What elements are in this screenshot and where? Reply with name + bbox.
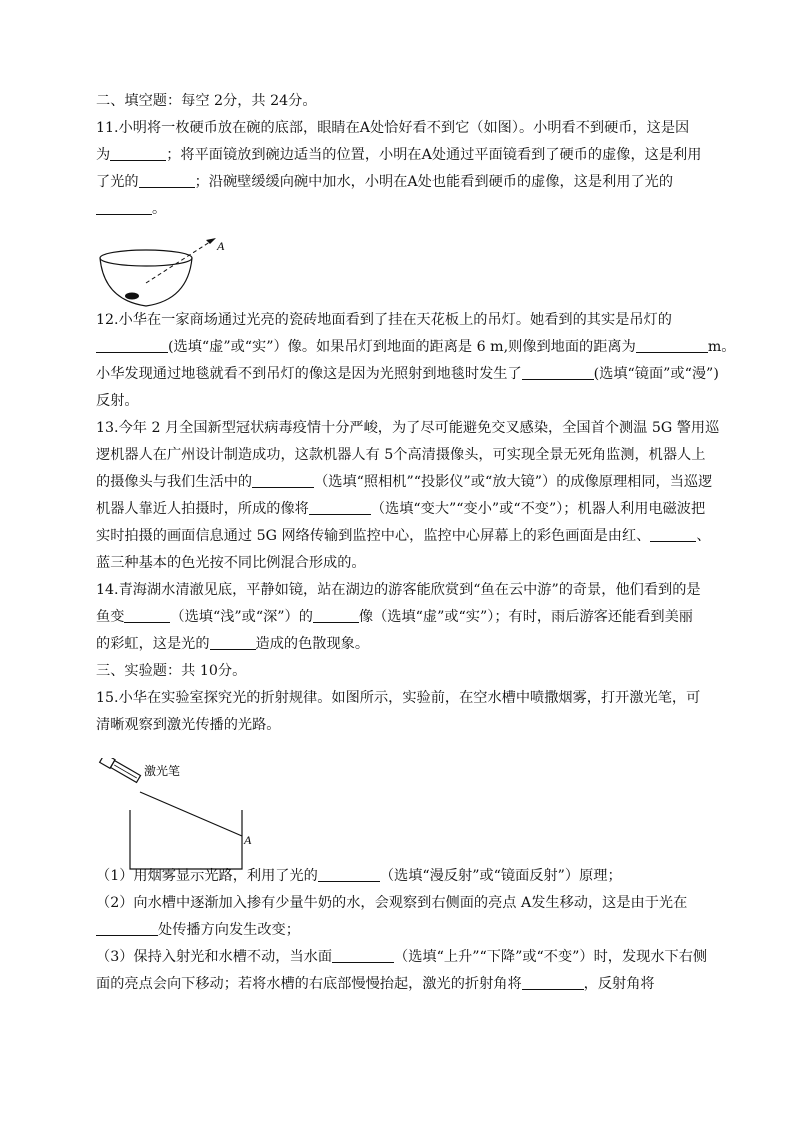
answer-blank[interactable] [522, 975, 584, 990]
q14-line-2: 鱼变 （选填“浅”或“深”）的 像（选填“虚”或“实”）；有时，雨后游客还能看到美丽 [96, 609, 693, 625]
point-a-label: A [244, 833, 252, 847]
answer-blank[interactable] [124, 608, 170, 623]
answer-blank[interactable] [96, 921, 158, 936]
answer-blank[interactable] [252, 473, 314, 488]
bowl-body [100, 258, 192, 306]
answer-blank[interactable] [318, 867, 380, 882]
answer-blank[interactable] [650, 527, 696, 542]
laser-tank-figure [96, 758, 266, 874]
answer-blank[interactable] [96, 338, 168, 353]
answer-blank[interactable] [96, 200, 152, 215]
q13-line-6: 蓝三种基本的色光按不同比例混合形成的。 [96, 555, 366, 571]
q13-line-2: 逻机器人在广州设计制造成功，这款机器人有 5个高清摄像头，可实现全景无死角监测，机器人上 [96, 447, 706, 463]
q15-part-2-line-1: （2）向水槽中逐渐加入掺有少量牛奶的水，会观察到右侧面的亮点 A发生移动，这是由于光在 [96, 895, 688, 911]
answer-blank[interactable] [210, 635, 256, 650]
q15-part-2-line-2: 处传播方向发生改变； [96, 917, 708, 944]
q13-line-5: 实时拍摄的画面信息通过 5G 网络传输到监控中心，监控中心屏幕上的彩色画面是由红、 、 [96, 528, 711, 544]
q12-line-2: (选填“虚”或“实”）像。如果吊灯到地面的距离是 6 m,则像到地面的距离为 m。 [96, 334, 708, 361]
q14-line-3: 的彩虹，这是光的 造成的色散现象。 [96, 636, 370, 652]
answer-blank[interactable] [522, 365, 594, 380]
section-3-title: 三、实验题：共 10分。 [96, 663, 247, 679]
bowl-figure [96, 226, 266, 308]
q13-line-3: 的摄像头与我们生活中的 （选填“照相机”“投影仪”或“放大镜”）的成像原理相同，当巡逻 [96, 474, 713, 490]
q14-line-1: 14.青海湖水清澈见底，平静如镜，站在湖边的游客能欣赏到“鱼在云中游”的奇景，他们看到的是 [96, 582, 701, 598]
section-2-title: 二、填空题：每空 2分，共 24分。 [96, 93, 317, 109]
q11-line-4: 。 [96, 196, 708, 223]
sight-line [146, 238, 216, 283]
laser-pen-label: 激光笔 [144, 764, 181, 778]
laser-pen-icon [100, 758, 141, 783]
answer-blank[interactable] [139, 173, 195, 188]
point-a-label: A [217, 239, 225, 253]
q15-line-1: 15.小华在实验室探究光的折射规律。如图所示，实验前，在空水槽中喷撒烟雾，打开激光笔，可 [96, 690, 701, 706]
q12-line-1: 12.小华在一家商场通过光亮的瓷砖地面看到了挂在天花板上的吊灯。她看到的其实是吊灯的 [96, 312, 672, 328]
answer-blank[interactable] [332, 948, 394, 963]
q13-line-4: 机器人靠近人拍摄时，所成的像将 （选填“变大”“变小”或“不变”）；机器人利用电磁波把 [96, 501, 706, 517]
answer-blank[interactable] [636, 338, 708, 353]
bowl-rim [100, 250, 192, 266]
q15-part-3-line-2: 面的亮点会向下移动；若将水槽的右底部慢慢抬起，激光的折射角将 ，反射角将 [96, 976, 655, 992]
q11-line-2: 为 ；将平面镜放到碗边适当的位置，小明在A处通过平面镜看到了硬币的虚像，这是利用 [96, 147, 702, 163]
q11-line-3: 了光的 ；沿碗壁缓缓向碗中加水，小明在A处也能看到硬币的虚像，这是利用了光的 [96, 174, 674, 190]
q12-line-3: 小华发现通过地毯就看不到吊灯的像这是因为光照射到地毯时发生了 (选填“镜面”或“漫”) [96, 366, 719, 382]
water-tank [130, 810, 242, 869]
q11-line-1: 11.小明将一枚硬币放在碗的底部，眼睛在A处恰好看不到它（如图）。小明看不到硬币，这是因 [96, 120, 690, 136]
answer-blank[interactable] [110, 146, 166, 161]
q15-line-2: 清晰观察到激光传播的光路。 [96, 717, 281, 733]
answer-blank[interactable] [313, 608, 359, 623]
laser-beam [140, 792, 242, 836]
q12-line-4: 反射。 [96, 393, 139, 409]
q15-part-3-line-1: （3）保持入射光和水槽不动，当水面 （选填“上升”“下降”或“不变”）时，发现水下右侧 [96, 949, 708, 965]
answer-blank[interactable] [309, 500, 371, 515]
q15-part-1: （1）用烟雾显示光路，利用了光的 （选填“漫反射”或“镜面反射”）原理； [96, 868, 622, 884]
coin-icon [125, 293, 139, 300]
q13-line-1: 13.今年 2 月全国新型冠状病毒疫情十分严峻，为了尽可能避免交叉感染，全国首个测温 5G 警用巡 [96, 420, 720, 436]
